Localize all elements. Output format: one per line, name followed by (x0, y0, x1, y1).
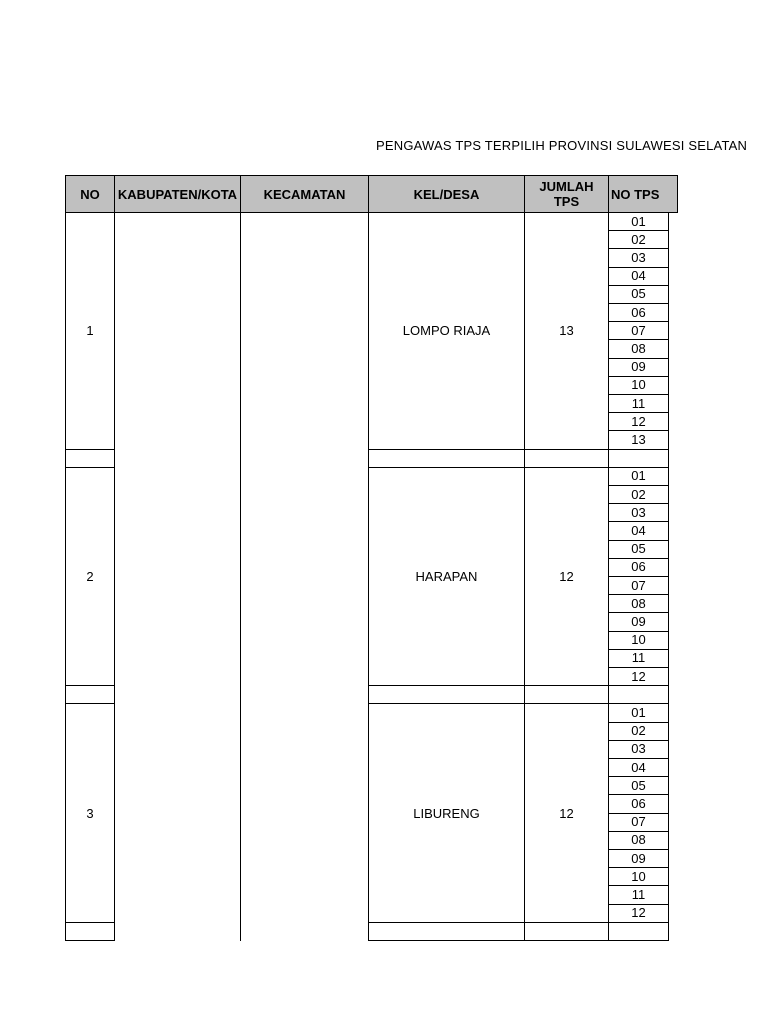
spacer-kel-cell (368, 685, 525, 704)
spacer-no-cell (65, 449, 115, 468)
tps-number-cell: 11 (608, 649, 669, 668)
tps-number-cell: 02 (608, 722, 669, 741)
spacer-jml-cell (524, 922, 609, 941)
spacer-tps-cell (608, 449, 669, 468)
header-jumlah-tps (524, 175, 609, 213)
header-kel-desa: KEL/DESA (368, 175, 525, 213)
row-no-cell: 3 (65, 703, 115, 922)
spacer-no-cell (65, 922, 115, 941)
tps-number-cell: 06 (608, 794, 669, 813)
spacer-tps-cell (608, 922, 669, 941)
tps-number-cell: 05 (608, 540, 669, 559)
tps-number-cell: 11 (608, 885, 669, 904)
header-no: NO (65, 175, 115, 213)
tps-number-cell: 03 (608, 740, 669, 759)
tps-number-cell: 05 (608, 776, 669, 795)
header-kecamatan: KECAMATAN (240, 175, 369, 213)
tps-number-cell: 08 (608, 339, 669, 358)
spacer-tps-cell (608, 685, 669, 704)
column-divider (240, 212, 241, 941)
document-title: PENGAWAS TPS TERPILIH PROVINSI SULAWESI SELATAN (376, 138, 748, 153)
header-jumlah-line2: TPS (553, 194, 580, 209)
tps-number-cell: 11 (608, 394, 669, 413)
tps-number-cell: 03 (608, 503, 669, 522)
tps-number-cell: 04 (608, 521, 669, 540)
tps-number-cell: 04 (608, 758, 669, 777)
tps-number-cell: 09 (608, 358, 669, 377)
column-divider (368, 212, 369, 941)
tps-number-cell: 01 (608, 703, 669, 722)
row-no-cell: 1 (65, 212, 115, 450)
kel-desa-cell: LOMPO RIAJA (368, 212, 525, 450)
spacer-kel-cell (368, 922, 525, 941)
spacer-jml-cell (524, 449, 609, 468)
jumlah-tps-cell: 12 (524, 467, 609, 686)
tps-number-cell: 10 (608, 376, 669, 395)
tps-number-cell: 12 (608, 412, 669, 431)
tps-number-cell: 13 (608, 430, 669, 449)
tps-number-cell: 10 (608, 631, 669, 650)
tps-number-cell: 04 (608, 267, 669, 286)
tps-number-cell: 01 (608, 467, 669, 486)
tps-number-cell: 09 (608, 849, 669, 868)
row-no-cell: 2 (65, 467, 115, 686)
tps-table (65, 175, 670, 942)
header-jumlah-line1: JUMLAH (539, 179, 594, 194)
tps-number-cell: 12 (608, 667, 669, 686)
jumlah-tps-cell: 13 (524, 212, 609, 450)
tps-number-cell: 05 (608, 285, 669, 304)
header-no-tps: NO TPS (608, 175, 678, 213)
tps-number-cell: 08 (608, 594, 669, 613)
tps-number-cell: 07 (608, 321, 669, 340)
jumlah-tps-cell: 12 (524, 703, 609, 922)
tps-number-cell: 01 (608, 212, 669, 231)
spacer-jml-cell (524, 685, 609, 704)
tps-number-cell: 08 (608, 831, 669, 850)
tps-number-cell: 07 (608, 576, 669, 595)
tps-number-cell: 12 (608, 904, 669, 923)
tps-number-cell: 07 (608, 813, 669, 832)
kel-desa-cell: LIBURENG (368, 703, 525, 922)
tps-number-cell: 02 (608, 230, 669, 249)
tps-number-cell: 03 (608, 248, 669, 267)
spacer-kel-cell (368, 449, 525, 468)
header-kabupaten (114, 175, 241, 213)
header-kabupaten-label: KABUPATEN/KOTA (117, 186, 238, 202)
column-divider (114, 212, 115, 941)
tps-number-cell: 06 (608, 558, 669, 577)
tps-number-cell: 10 (608, 867, 669, 886)
spacer-no-cell (65, 685, 115, 704)
tps-number-cell: 06 (608, 303, 669, 322)
kel-desa-cell: HARAPAN (368, 467, 525, 686)
tps-number-cell: 02 (608, 485, 669, 504)
tps-number-cell: 09 (608, 612, 669, 631)
